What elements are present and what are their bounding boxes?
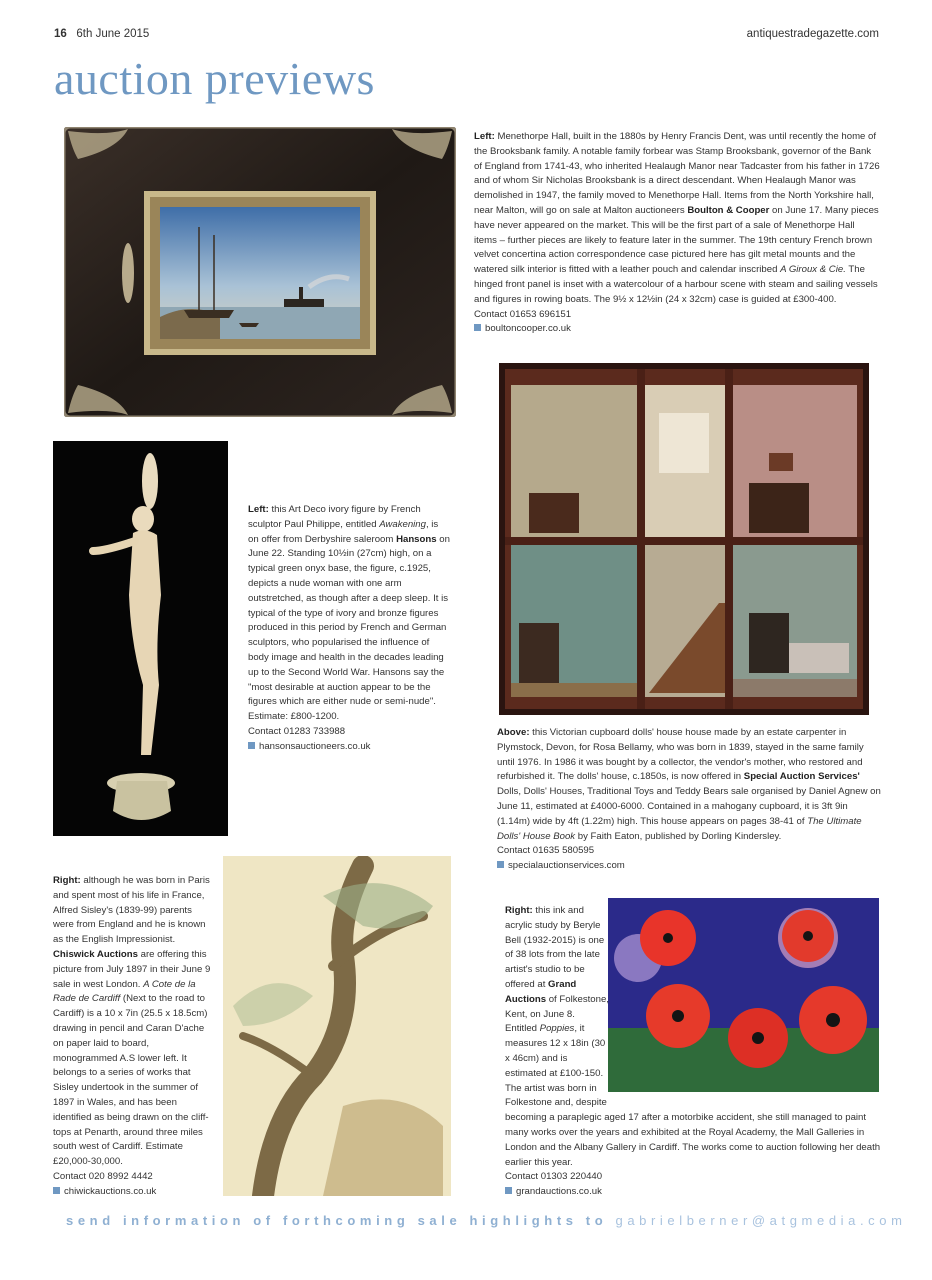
footer-email-link[interactable]: gabrielberner@atgmedia.com	[615, 1213, 907, 1228]
auction-house-name: Grand Auctions	[505, 978, 577, 1005]
caption-text: , it measures 12 x 18in (30 x 46cm) and is estimated at £100-150. The artist was born in Folkestone and, despite becoming a paraplegic aged 17 after a motorbike accident, she still managed to paint many works over the years and exhibited at the Royal Academy, the Mall Galleries in London and the Albany Gallery in Cardiff. The works come to auction following her death earlier this year.	[505, 1023, 881, 1168]
footer-text: send information of forthcoming sale highlights to	[66, 1213, 616, 1228]
dollshouse-caption	[497, 726, 881, 874]
website-link[interactable]	[497, 859, 881, 874]
page-header-left	[54, 28, 149, 40]
contact-phone: Contact 01303 220440	[505, 1171, 603, 1183]
issue-date: 6th June 2015	[76, 28, 150, 40]
caption-lead: Above:	[497, 727, 530, 738]
menethorpe-caption	[474, 130, 880, 337]
estimate: Estimate: £800-1200.	[248, 711, 340, 723]
caption-text: although he was born in Paris and spent most of his life in France, Alfred Sisley's (1839-99) parents were from England and he is known as the English Impressionist.	[53, 875, 210, 946]
caption-image-spacer	[609, 904, 883, 1106]
page-number: 16	[54, 28, 67, 40]
caption-text: Dolls, Dolls' Houses, Traditional Toys and Teddy Bears sale organised by Daniel Agnew on June 11, estimated at £4000-6000. Contained in a mahogany cupboard, it is 3ft 9in (1.14m) wide by 4ft (1.22m) high. This house appears on pages 38-41 of	[497, 786, 881, 827]
ivory-figure-image	[53, 441, 228, 836]
caption-text: are offering this picture from July 1897 in their June 9 sale in west London.	[53, 948, 211, 990]
caption-italic: Awakening	[379, 518, 426, 530]
caption-italic: Poppies	[539, 1023, 575, 1035]
bullet-square-icon	[53, 1187, 60, 1194]
chiswick-caption	[53, 874, 211, 1200]
caption-lead: Left:	[474, 131, 495, 142]
caption-text: Menethorpe Hall, built in the 1880s by Henry Francis Dent, was until recently the home of the Brooksbank family. A notable family forbear was Stamp Brooksbank, governor of the Bank of England from 1741-43, who inherited Healaugh Manor near Tadcaster from his father in 1726 and of whom Sir Nicholas Brooksbank is a direct descendant. When Healaugh Manor was demolished in 1947, the family moved to Menethorpe Hall. Items from the North Yorkshire hall, near Malton, will go on sale at Malton auctioneers	[474, 131, 880, 216]
dolls-house-image	[499, 363, 869, 715]
website-text[interactable]: specialauctionservices.com	[508, 860, 625, 872]
website-text[interactable]: chiwickauctions.co.uk	[64, 1185, 157, 1197]
caption-text: (Next to the road to Cardiff) is a 10 x 7in (25.5 x 18.5cm) drawing in pencil and Caran D'ache on paper laid to board, monogrammed A.S lower left. It belongs to a series of works that Sisley undertook in the summer of 1897 in Wales, and has been identified as being drawn on the cliff-tops at Penarth, around three miles south west of Cardiff. Estimate £20,000-30,000.	[53, 993, 209, 1168]
caption-text: this ink and acrylic study by Beryle Bell (1932-2015) is one of 38 lots from the late artist's studio to be offered at	[505, 905, 605, 990]
bullet-square-icon	[505, 1187, 512, 1194]
caption-lead: Right:	[505, 905, 533, 916]
caption-text: , is on offer from Derbyshire saleroom	[248, 518, 439, 545]
website-link[interactable]	[474, 322, 880, 337]
caption-text: The hinged front panel is inset with a watercolour of a harbour scene with steam and sailing vessels and figures in rowing boats. The 9½ x 12½in (24 x 32cm) case is guided at £300-400.	[474, 264, 878, 305]
website-link[interactable]	[53, 1185, 211, 1200]
auction-house-name: Special Auction Services'	[743, 771, 860, 783]
section-title: auction previews	[54, 53, 375, 104]
correspondence-case-image	[64, 127, 456, 417]
website-link[interactable]	[505, 1185, 883, 1200]
caption-italic: The Ultimate Dolls' House Book	[497, 815, 862, 842]
site-url[interactable]: antiquestradegazette.com	[746, 28, 879, 40]
caption-text: by Faith Eaton, published by Dorling Kindersley.	[575, 830, 782, 842]
website-text[interactable]: grandauctions.co.uk	[516, 1186, 602, 1198]
caption-text: on June 17. Many pieces have never appeared on the market. This will be the first part of a sale of Menethorpe Hall items – further pieces are likely to feature later in the summer. The 19th century French brown velvet concertina action correspondence case pictured here has gilt metal mounts and the watered silk interior is fitted with a leather pouch and calendar inscribed	[474, 204, 879, 276]
hansons-caption	[248, 503, 450, 755]
caption-italic: A Giroux & Cie.	[780, 264, 846, 276]
grand-caption	[505, 904, 883, 1200]
bullet-square-icon	[474, 324, 481, 331]
auction-house-name: Hansons	[396, 533, 437, 545]
caption-lead: Right:	[53, 875, 81, 886]
contact-phone: Contact 01283 733988	[248, 725, 346, 737]
website-text[interactable]: hansonsauctioneers.co.uk	[259, 740, 371, 752]
contact-phone: Contact 01635 580595	[497, 845, 595, 857]
caption-lead: Left:	[248, 504, 269, 515]
caption-text: this Victorian cupboard dolls' house house made by an estate carpenter in Plymstock, Devon, for Rosa Bellamy, who was born in 1839, stayed in the same family until 1976. In 1986 it was bought by a collector, the vendor's mother, who restored and refurbished it. The dolls' house, c.1850s, is now offered in	[497, 727, 864, 783]
caption-text: this Art Deco ivory figure by French sculptor Paul Philippe, entitled	[248, 504, 421, 530]
footer-banner	[66, 1213, 907, 1228]
bullet-square-icon	[248, 742, 255, 749]
auction-house-name: Chiswick Auctions	[53, 948, 138, 960]
website-text[interactable]: boultoncooper.co.uk	[485, 323, 571, 335]
sisley-drawing-image	[223, 856, 451, 1196]
auction-house-name: Boulton & Cooper	[687, 204, 770, 216]
website-link[interactable]	[248, 740, 450, 755]
contact-phone: Contact 01653 696151	[474, 308, 572, 320]
caption-text: on June 22. Standing 10½in (27cm) high, on a typical green onyx base, the figure, c.1925, depicts a nude woman with one arm outstretched, as though after a deep sleep. It is typical of the type of ivory and bronze figures produced in this period by French and German sculptors, who popularised the influence of body image and health in the decades leading up to the Second World War. Hansons say the "most desirable at auction appear to be the figures which are either nude or semi-nude".	[248, 533, 450, 708]
contact-phone: Contact 020 8992 4442	[53, 1170, 153, 1182]
caption-text: of Folkestone, Kent, on June 8. Entitled	[505, 993, 609, 1035]
bullet-square-icon	[497, 861, 504, 868]
caption-italic: A Cote de la Rade de Cardiff	[53, 978, 196, 1005]
